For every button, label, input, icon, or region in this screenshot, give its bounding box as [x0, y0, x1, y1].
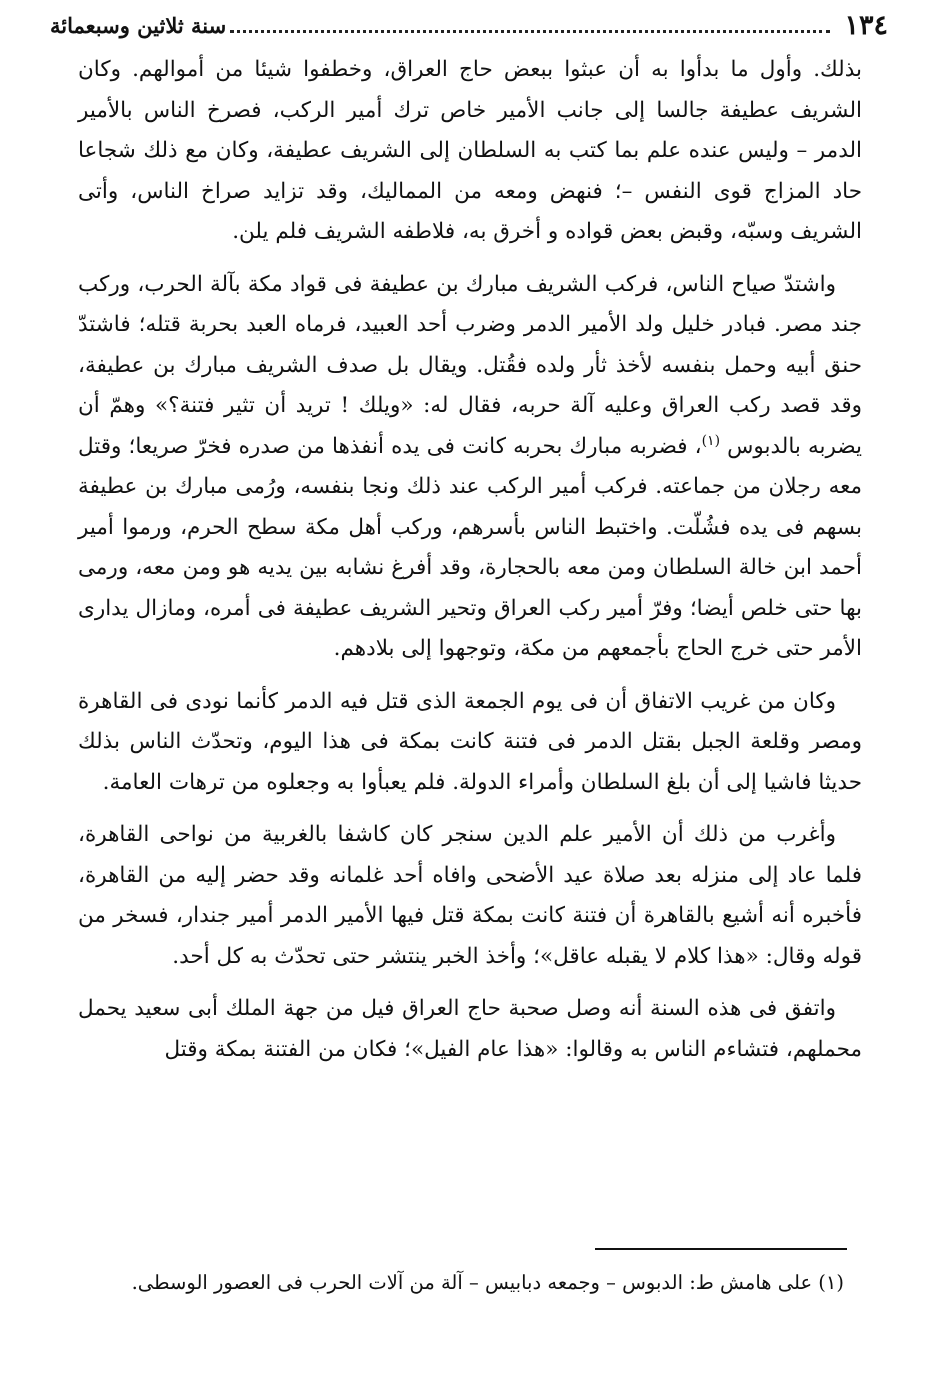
- paragraph-3: وكان من غريب الاتفاق أن فى يوم الجمعة الذى قتل فيه الدمر كأنما نودى فى القاهرة ومصر وقلعة الجبل بقتل الدمر فى فتنة كانت بمكة فى هذا اليوم، وتحدّث الناس بذلك حديثا فاشيا إلى أن بلغ السلطان وأمراء الدولة. فلم يعبأوا به وجعلوه من ترهات العامة.: [78, 688, 862, 795]
- paragraph-2-part-1: واشتدّ صياح الناس، فركب الشريف مبارك بن عطيفة فى قواد مكة بآلة الحرب، وركب جند مصر. فبادر خليل ولد الأمير الدمر وضرب أحد العبيد، فرماه العبد بحربة قتله؛ فاشتدّ حنق أبيه وحمل بنفسه لأخذ ثأر ولده فقُتل. ويقال بل صدف الشريف مبارك بن عطيفة، وقد قصد ركب العراق وعليه آلة حربه، فقال له: «ويلك ! تريد أن تثير فتنة؟» وهمّ أن يضربه بالدبوس: [78, 271, 863, 459]
- footnote: (١) على هامش ط: الدبوس – وجمعه دبابيس – آلة من آلات الحرب فى العصور الوسطى.: [131, 1271, 844, 1294]
- running-header: [50, 8, 888, 42]
- paragraph-5: واتفق فى هذه السنة أنه وصل صحبة حاج العراق فيل من جهة الملك أبى سعيد يحمل محملهم، فتشاءم الناس به وقالوا: «هذا عام الفيل»؛ فكان من الفتنة بمكة وقتل: [78, 996, 862, 1062]
- footnote-separator: [595, 1248, 847, 1250]
- paragraph-1: بذلك. وأول ما بدأوا به أن عبثوا ببعض حاج العراق، وخطفوا شيئا من أموالهم. وكان الشريف عطيفة جالسا إلى جانب الأمير خاص ترك أمير الركب، فصرخ الناس بالأمير الدمر – وليس عنده علم بما كتب به السلطان إلى الشريف عطيفة، وكان مع ذلك شجاعا حاد المزاج قوى النفس –؛ فنهض ومعه من المماليك، وقد تزايد صراخ الناس، وأتى الشريف وسبّه، وقبض بعض قواده و أخرق به، فلاطفه الشريف فلم يلن.: [78, 57, 862, 244]
- footnote-reference: (١): [701, 432, 721, 449]
- paragraph-2: [78, 265, 862, 670]
- header-leader-dots: [230, 30, 830, 33]
- running-title: سنة ثلاثين وسبعمائة: [50, 12, 227, 38]
- paragraph-4: وأغرب من ذلك أن الأمير علم الدين سنجر كان كاشفا بالغربية من نواحى القاهرة، فلما عاد إلى منزله بعد صلاة عيد الأضحى وافاه أحد غلمانه وقد حضر إليه من القاهرة، فأخبره أنه أشيع بالقاهرة أن فتنة كانت بمكة قتل فيها الأمير الدمر أمير جندار، فسخر من قوله وقال: «هذا كلام لا يقبله عاقل»؛ وأخذ الخبر ينتشر حتى تحدّث به كل أحد.: [78, 822, 862, 969]
- page-number: ١٣٤: [844, 9, 888, 41]
- main-text: [78, 50, 862, 1082]
- paragraph-2-part-2: ، فضربه مبارك بحربه كانت فى يده أنفذها من صدره فخرّ صريعا؛ وقتل معه رجلان من جماعته. فركب أمير الركب عند ذلك ونجا بنفسه، ورُمى مبارك بن عطيفة بسهم فى يده فشُلّت. واختبط الناس بأسرهم، وركب أهل مكة سطح الحرم، ورموا أمير أحمد ابن خالة السلطان ومن معه بالحجارة، وقد أفرغ نشابه بين يديه هو ومن معه، ورمى بها حتى خلص أيضا؛ وفرّ أمير ركب العراق وتحير الشريف عطيفة فى أمره، ومازال يدارى الأمر حتى خرج الحاج بأجمعهم من مكة، وتوجهوا إلى بلادهم.: [78, 433, 862, 661]
